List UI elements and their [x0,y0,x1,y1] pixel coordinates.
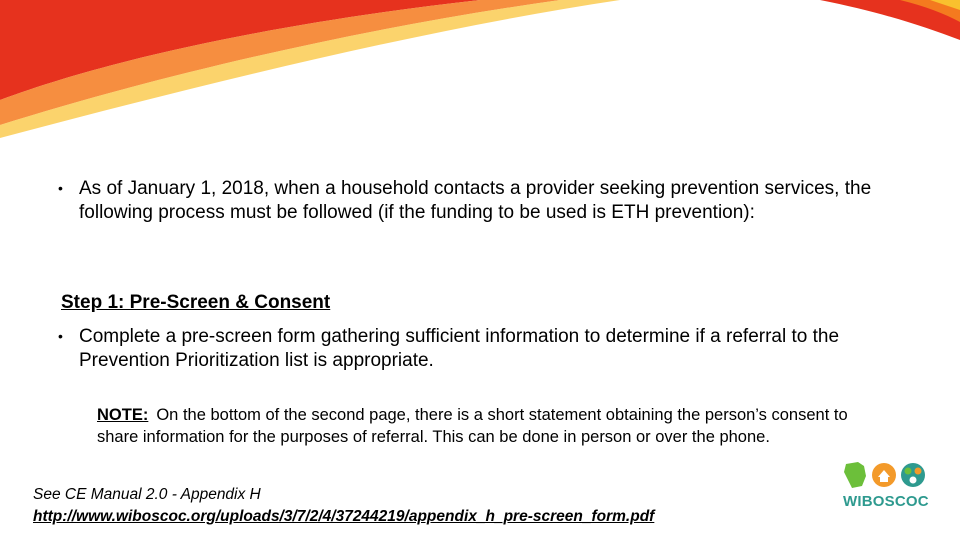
step-1-bullet [58,325,918,372]
note-label: NOTE: [97,406,149,424]
step-1-text: Complete a pre-screen form gathering sufficient information to determine if a referral to the Prevention Prioritization list is appropriate. [79,326,840,371]
reference-label: See CE Manual 2.0 - Appendix H [33,486,261,503]
bullet-dot: • [58,180,63,196]
note-text: On the bottom of the second page, there is a short statement obtaining the person’s consent to share information for the purposes of referral. This can be done in person or over the phone. [97,406,848,446]
community-person-2 [915,468,922,475]
reference-link[interactable]: http://www.wiboscoc.org/uploads/3/7/2/4/37244219/appendix_h_pre-screen_form.pdf [33,508,655,525]
intro-bullet [58,177,918,224]
intro-text: As of January 1, 2018, when a household contacts a provider seeking prevention services, the following process must be followed (if the funding to be used is ETH prevention): [79,178,872,223]
wisconsin-state-shape [844,462,866,488]
note-block [97,404,867,448]
decorative-swoosh [0,0,960,140]
step-1-heading: Step 1: Pre-Screen & Consent [61,292,331,313]
community-person-1 [905,468,912,475]
bullet-dot: • [58,328,63,344]
community-person-3 [910,477,917,484]
logo-text: WIBOSCOC [843,493,929,510]
reference-block [33,484,654,528]
